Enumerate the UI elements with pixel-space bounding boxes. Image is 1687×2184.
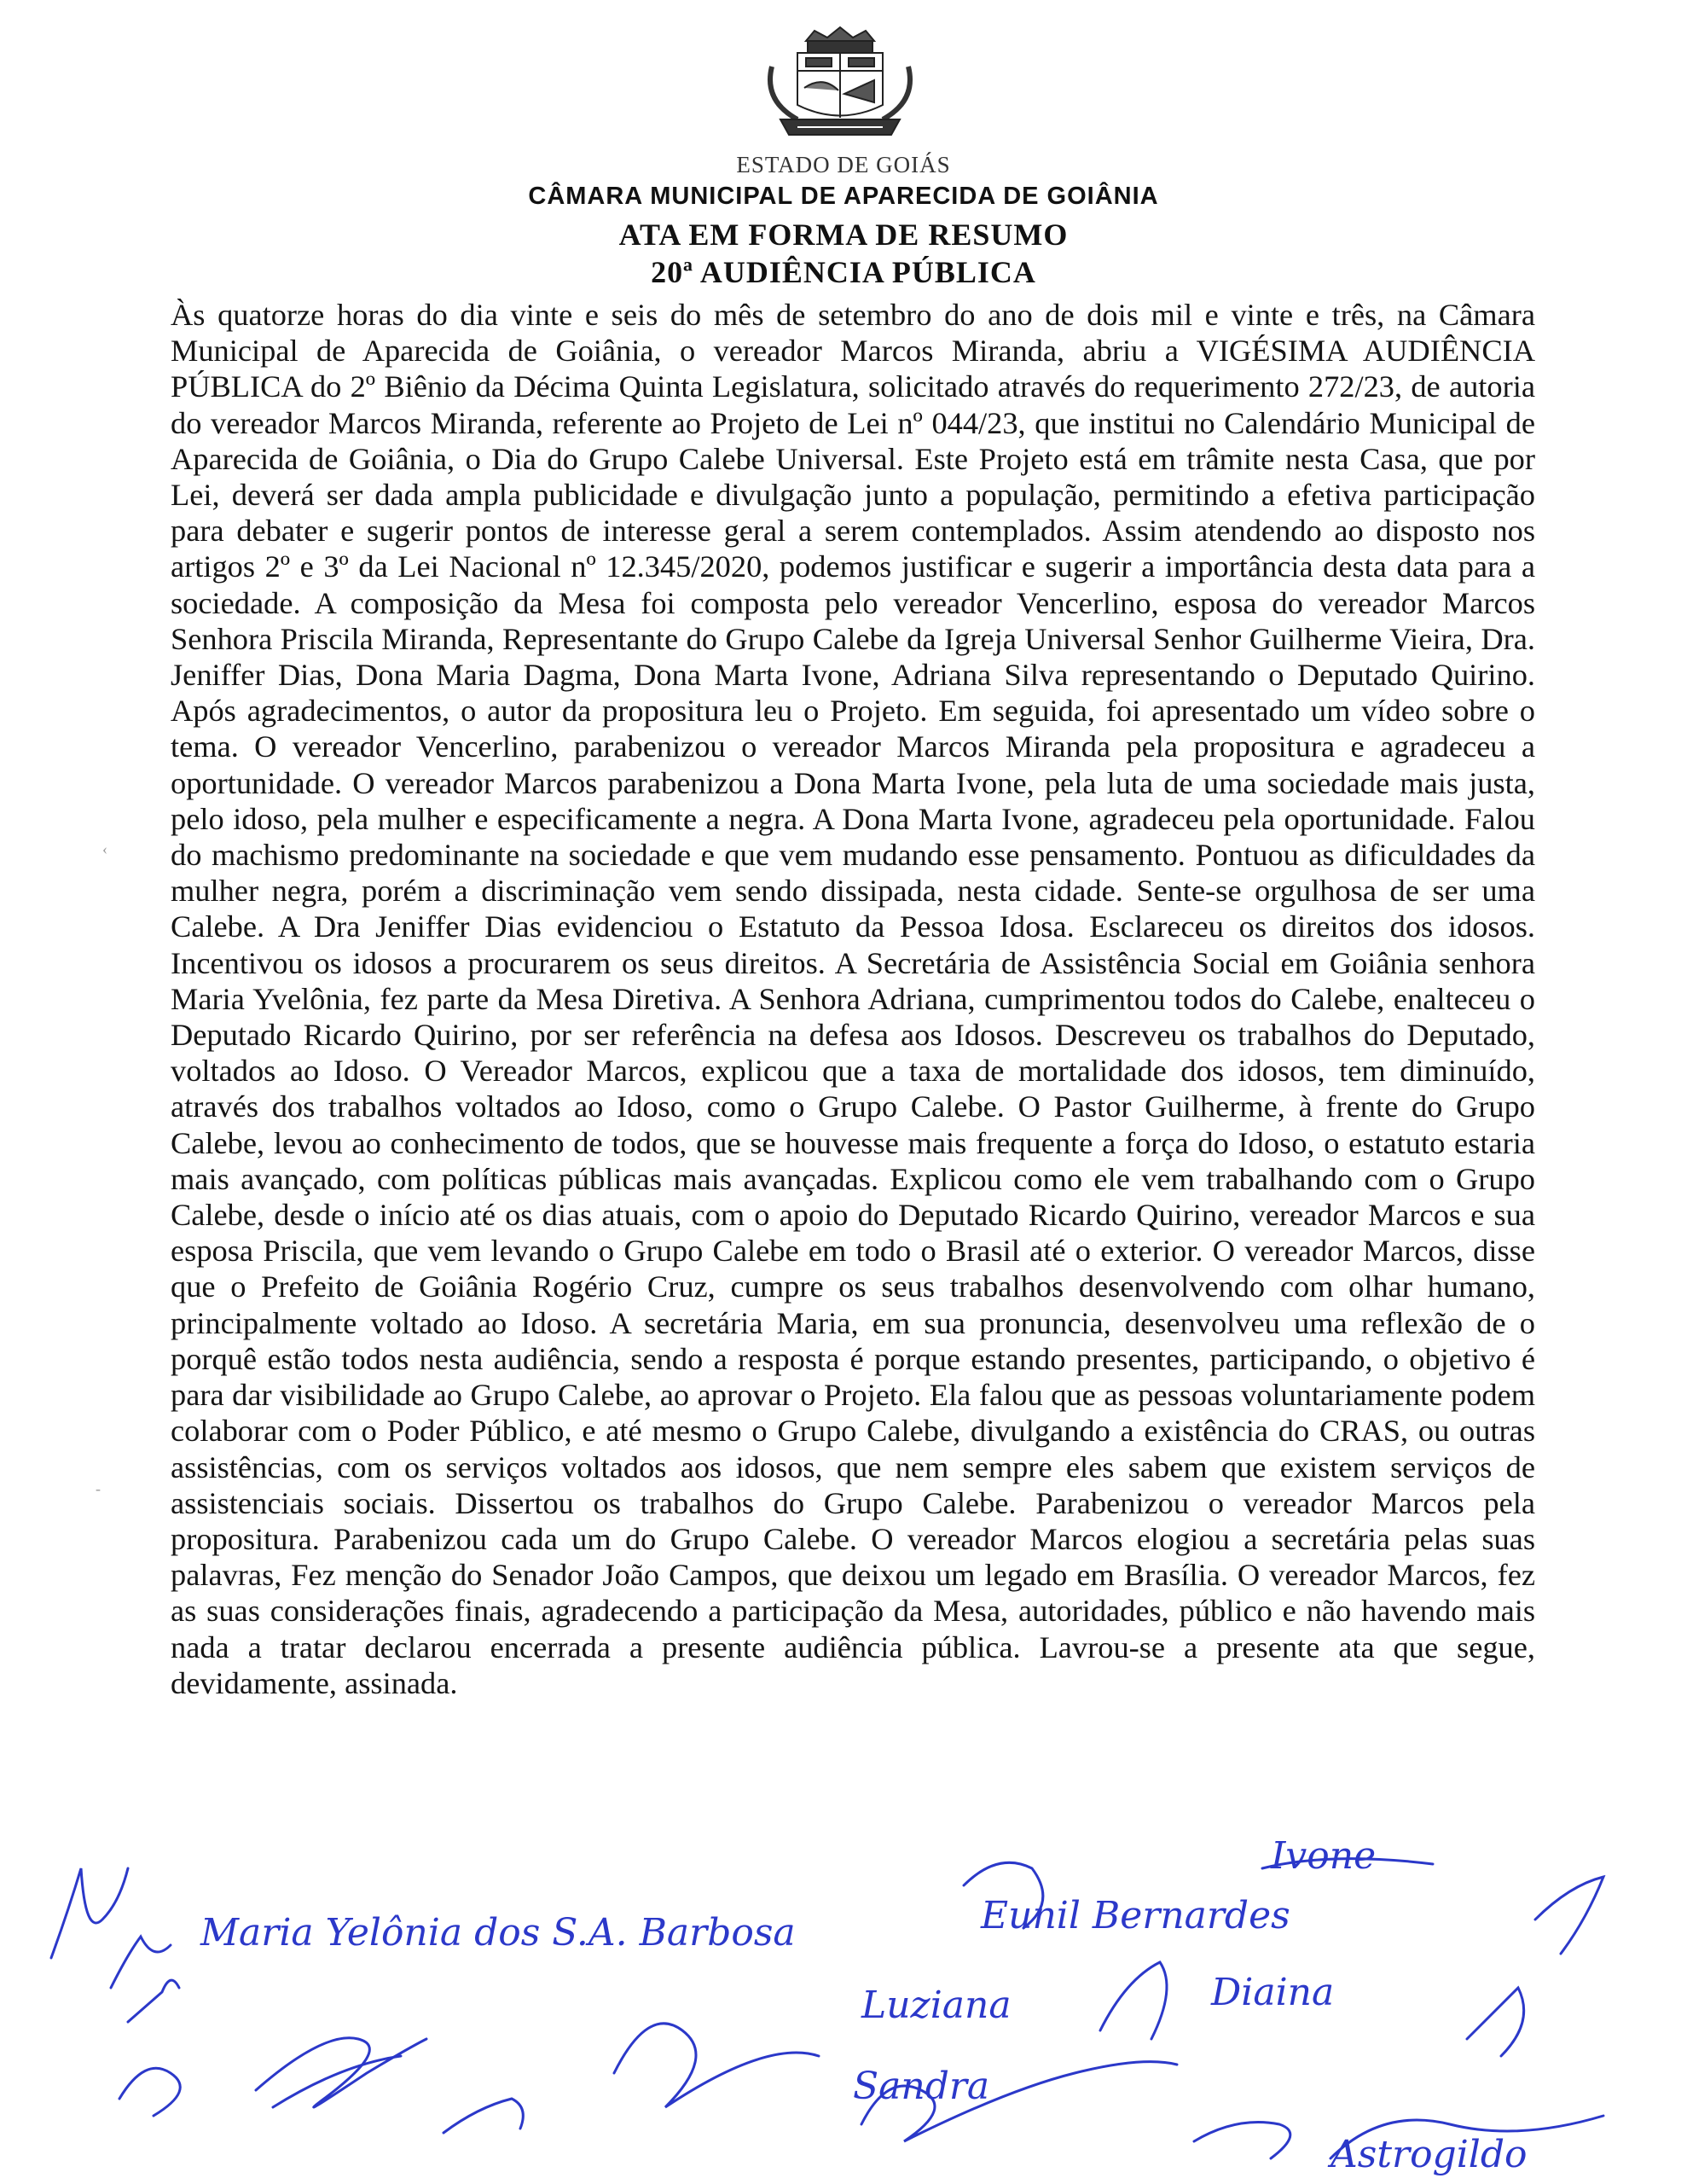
document-subtitle: 20ª AUDIÊNCIA PÚBLICA (651, 255, 1036, 289)
chamber-name: CÂMARA MUNICIPAL DE APARECIDA DE GOIÂNIA (528, 183, 1159, 210)
state-name: ESTADO DE GOIÁS (736, 152, 951, 177)
signature-maria: Maria Yelônia dos S.A. Barbosa (200, 1911, 796, 1955)
signature-luziana: Luziana (861, 1984, 1012, 2027)
document-title: ATA EM FORMA DE RESUMO (618, 218, 1069, 252)
minutes-body (171, 297, 1535, 1701)
signature-ivone: Ivone (1271, 1834, 1377, 1878)
scan-mark: - (96, 1480, 101, 1497)
signature-strokes (51, 1859, 1603, 2158)
signature-diaina: Diaina (1211, 1971, 1335, 2014)
signature-block (0, 1817, 1687, 2184)
scan-mark: ‹ (102, 840, 107, 857)
signature-eunil: Eunil Bernardes (981, 1894, 1290, 1937)
signature-sandra: Sandra (853, 2065, 990, 2108)
coat-of-arms-icon (746, 24, 934, 152)
signature-astrogildo: Astrogildo (1330, 2133, 1528, 2176)
minutes-paragraph: Às quatorze horas do dia vinte e seis do mês de setembro do ano de dois mil e vinte e três, na Câmara Municipal de Aparecida de Goiânia, o vereador Marcos Miranda, abriu a VIGÉSIMA AUDIÊNCIA PÚBLICA do 2º Biênio da Décima Quinta Legislatura, solicitado através do requerimento 272/23, de autoria do vereador Marcos Miranda, referente ao Projeto de Lei nº 044/23, que institui no Calendário Municipal de Aparecida de Goiânia, o Dia do Grupo Calebe Universal. Este Projeto está em trâmite nesta Casa, que por Lei, deverá ser dada ampla publicidade e divulgação junto a população, permitindo a efetiva participação para debater e sugerir pontos de interesse geral a serem contemplados. Assim atendendo ao disposto nos artigos 2º e 3º da Lei Nacional nº 12.345/2020, podemos justificar e sugerir a importância desta data para a sociedade. A composição da Mesa foi composta pelo vereador Vencerlino, esposa do vereador Marcos Senhora Priscila Miranda, Representante do Grupo Calebe da Igreja Universal Senhor Guilherme Vieira, Dra. Jeniffer Dias, Dona Maria Dagma, Dona Marta Ivone, Adriana Silva representando o Deputado Quirino. Após agradecimentos, o autor da propositura leu o Projeto. Em seguida, foi apresentado um vídeo sobre o tema. O vereador Vencerlino, parabenizou o vereador Marcos Miranda pela propositura e agradeceu a oportunidade. O vereador Marcos parabenizou a Dona Marta Ivone, pela luta de uma sociedade mais justa, pelo idoso, pela mulher e especificamente a negra. A Dona Marta Ivone, agradeceu pela oportunidade. Falou do machismo predominante na sociedade e que vem mudando esse pensamento. Pontuou as dificuldades da mulher negra, porém a discriminação vem sendo dissipada, nesta cidade. Sente-se orgulhosa de ser uma Calebe. A Dra Jeniffer Dias evidenciou o Estatuto da Pessoa Idosa. Esclareceu os direitos dos idosos. Incentivou os idosos a procurarem os seus direitos. A Secretária de Assistência Social em Goiânia senhora Maria Yvelônia, fez parte da Mesa Diretiva. A Senhora Adriana, cumprimentou todos do Calebe, enalteceu o Deputado Ricardo Quirino, por ser referência na defesa aos Idosos. Descreveu os trabalhos do Deputado, voltados ao Idoso. O Vereador Marcos, explicou que a taxa de mortalidade dos idosos, tem diminuído, através dos trabalhos voltados ao Idoso, como o Grupo Calebe. O Pastor Guilherme, à frente do Grupo Calebe, levou ao conhecimento de todos, que se houvesse mais frequente a força do Idoso, o estatuto estaria mais avançado, com políticas públicas mais avançadas. Explicou como ele vem trabalhando com o Grupo Calebe, desde o início até os dias atuais, com o apoio do Deputado Ricardo Quirino, vereador Marcos e sua esposa Priscila, que vem levando o Grupo Calebe em todo o Brasil até o exterior. O vereador Marcos, disse que o Prefeito de Goiânia Rogério Cruz, cumpre os seus trabalhos desenvolvendo com olhar humano, principalmente voltado ao Idoso. A secretária Maria, em sua pronuncia, desenvolveu uma reflexão de o porquê estão todos nesta audiência, sendo a resposta é porque estando presentes, participando, o objetivo é para dar visibilidade ao Grupo Calebe, ao aprovar o Projeto. Ela falou que as pessoas voluntariamente podem colaborar com o Poder Público, e até mesmo o Grupo Calebe, divulgando a existência do CRAS, ou outras assistências, com os serviços voltados aos idosos, que nem sempre eles sabem que existem serviços de assistenciais sociais. Dissertou os trabalhos do Grupo Calebe. Parabenizou o vereador Marcos pela propositura. Parabenizou cada um do Grupo Calebe. O vereador Marcos elogiou a secretária pelas suas palavras, Fez menção do Senador João Campos, que deixou um legado em Brasília. O vereador Marcos, fez as suas considerações finais, agradecendo a participação da Mesa, autoridades, público e não havendo mais nada a tratar declarou encerrada a presente audiência pública. Lavrou-se a presente ata que segue, devidamente, assinada. (171, 298, 1535, 1700)
